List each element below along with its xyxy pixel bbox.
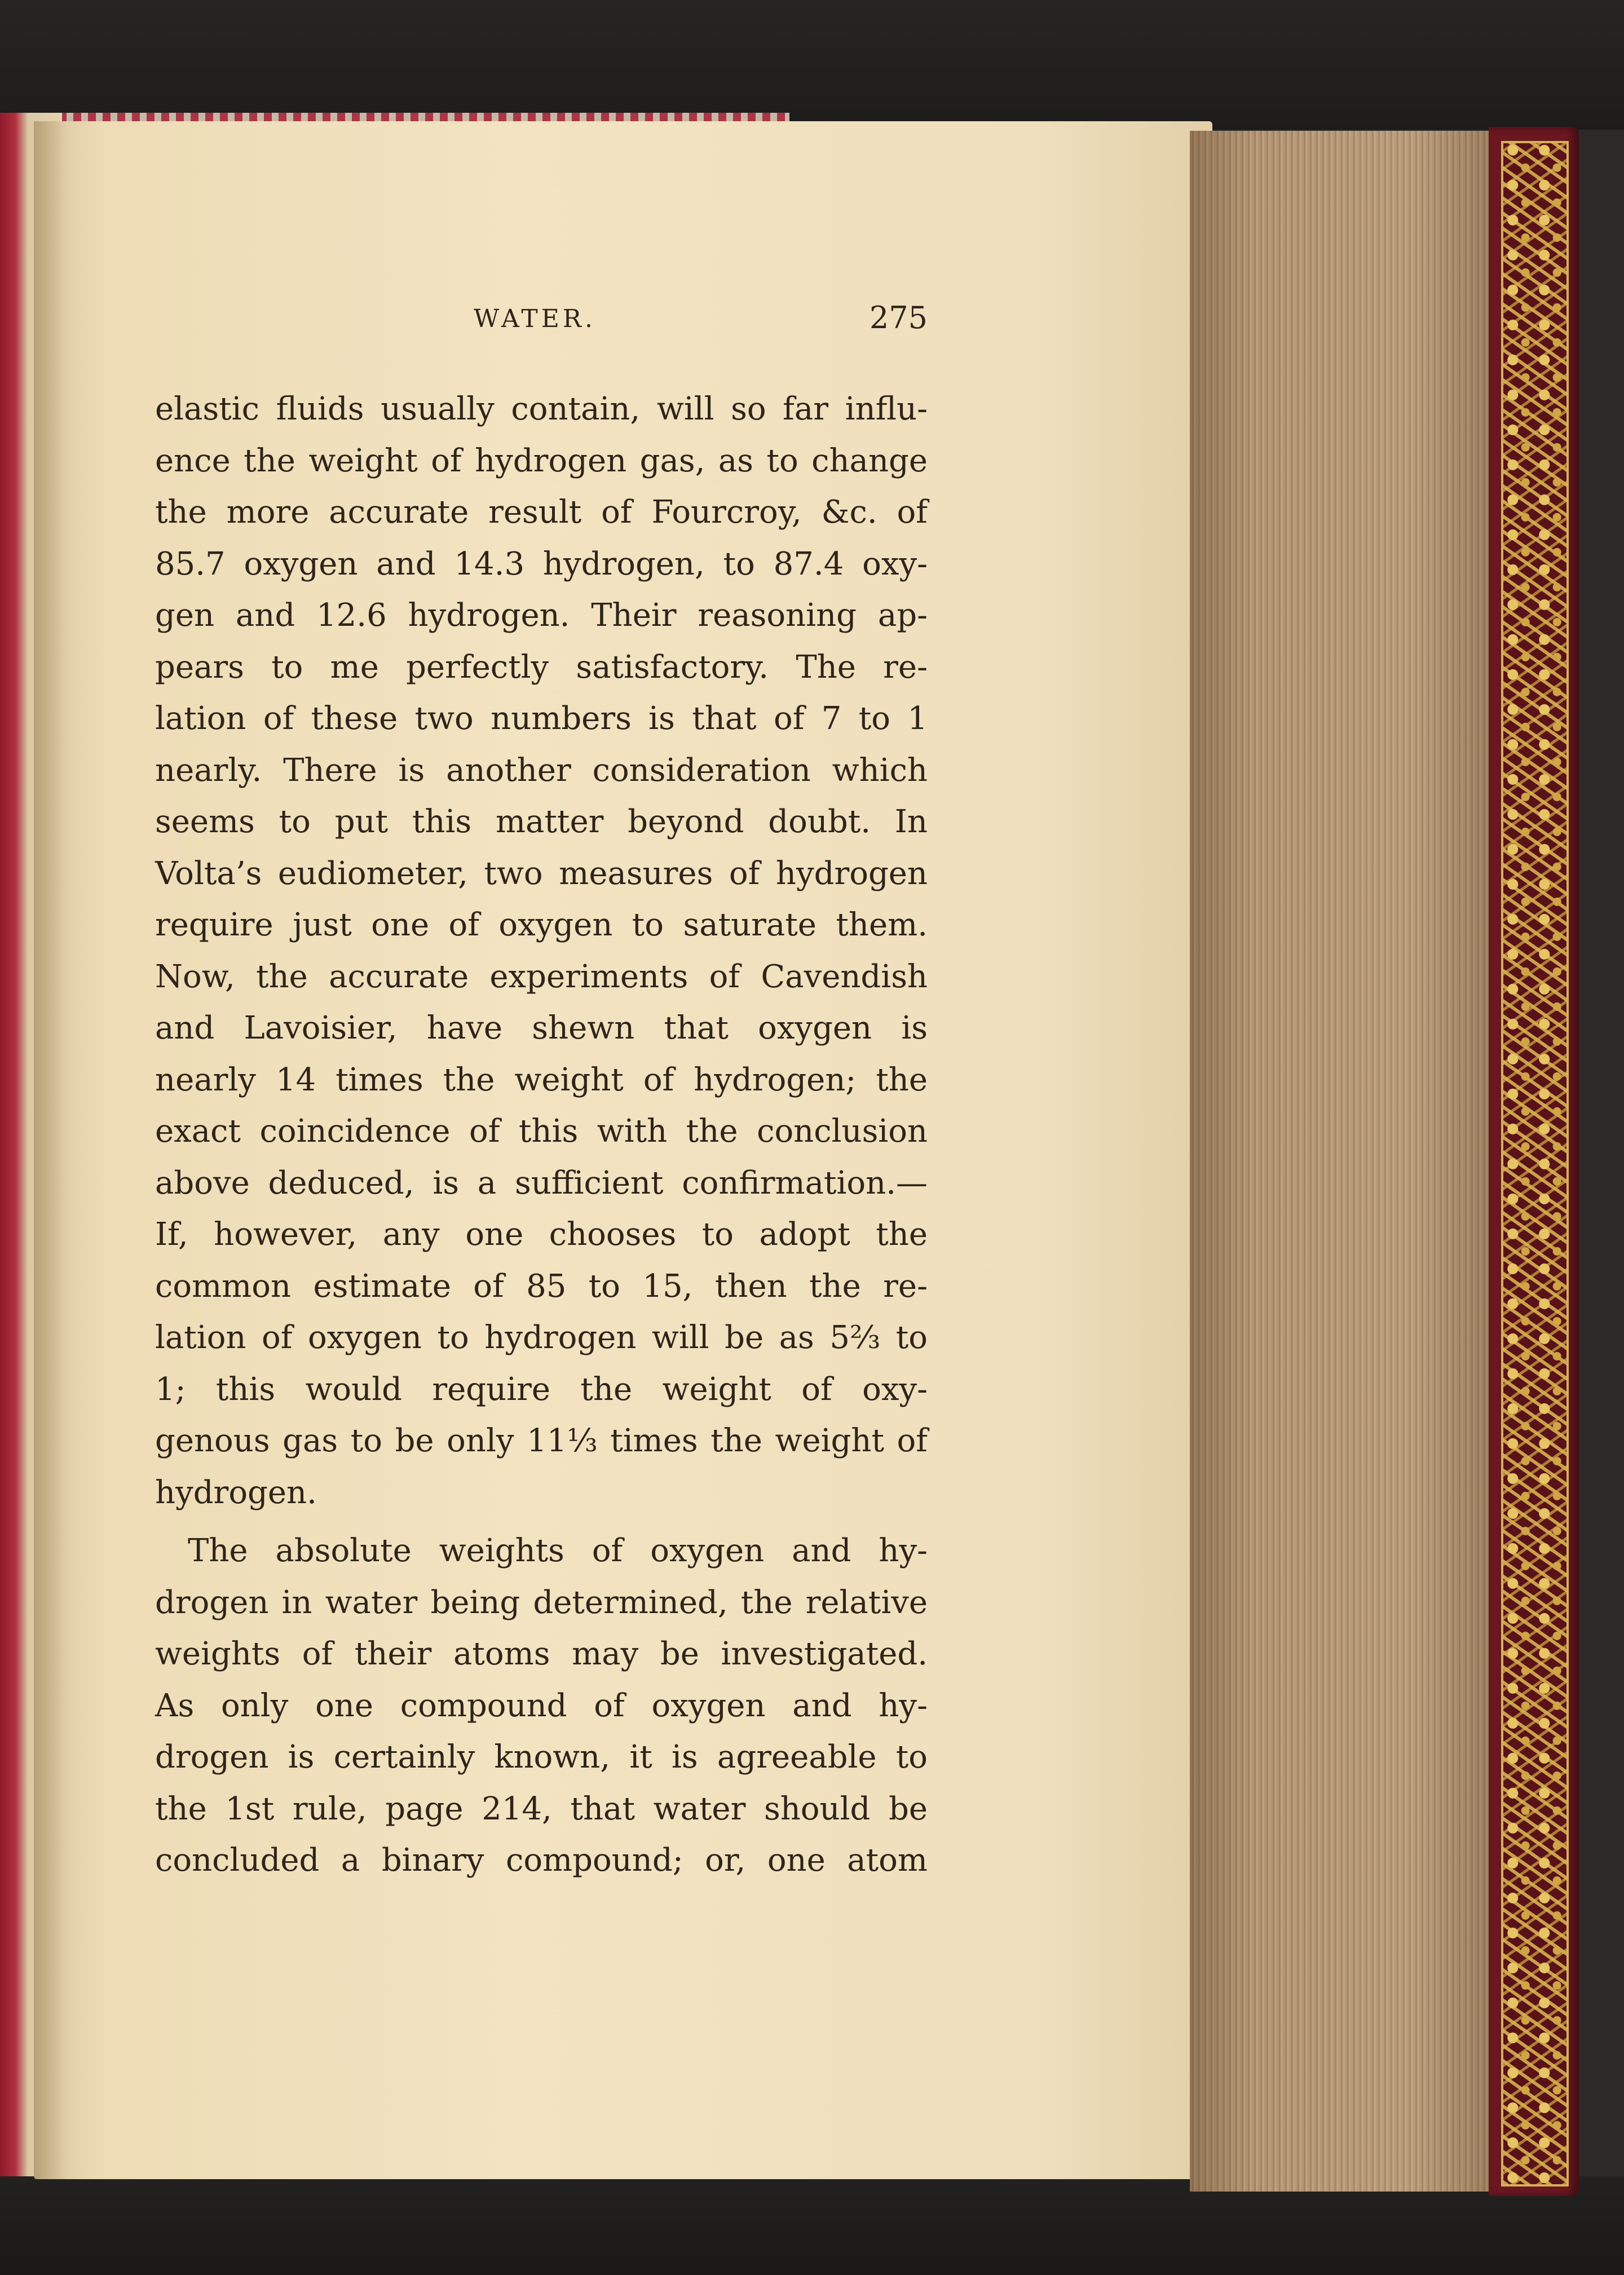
text-line: pears to me perfectly satisfactory. The re- [155,648,928,686]
page-body [155,383,928,1887]
text-line: As only one compound of oxygen and hy- [155,1687,928,1724]
text-line: The absolute weights of oxygen and hy- [188,1532,928,1569]
text-line: require just one of oxygen to saturate them. [155,907,928,943]
text-line: lation of oxygen to hydrogen will be as 5⅔ to [155,1319,928,1356]
text-line: Now, the accurate experiments of Cavendish [155,958,928,995]
text-line: ence the weight of hydrogen gas, as to change [155,442,928,479]
text-line: lation of these two numbers is that of 7 to 1 [155,700,928,737]
text-line: 1; this would require the weight of oxy- [155,1371,928,1408]
text-line: common estimate of 85 to 15, then the re- [155,1267,928,1305]
text-line: drogen is certainly known, it is agreeable to [155,1739,928,1775]
text-line: the more accurate result of Fourcroy, &c. of [155,494,928,531]
text-line: genous gas to be only 11⅓ times the weight of [155,1423,928,1459]
text-line: and Lavoisier, have shewn that oxygen is [155,1010,928,1046]
text-line: elastic fluids usually contain, will so far influ- [155,391,928,427]
paragraph [155,1525,928,1887]
gutter-shadow [34,121,68,2179]
page-edges [1190,131,1506,2192]
running-head [155,300,928,350]
text-line: concluded a binary compound; or, one atom [155,1842,928,1879]
text-line: If, however, any one chooses to adopt the [155,1216,928,1253]
text-line: 85.7 oxygen and 14.3 hydrogen, to 87.4 oxy- [155,545,928,582]
background-top [0,0,1624,130]
text-line: seems to put this matter beyond doubt. In [155,803,928,840]
text-line: nearly 14 times the weight of hydrogen; the [155,1061,928,1098]
page-number: 275 [869,300,928,335]
text-line: nearly. There is another consideration which [155,752,928,789]
text-line: drogen in water being determined, the relative [155,1584,928,1621]
text-line: gen and 12.6 hydrogen. Their reasoning ap- [155,597,928,634]
text-line: exact coincidence of this with the conclusion [155,1113,928,1150]
text-line: weights of their atoms may be investigated. [155,1636,928,1672]
text-line: the 1st rule, page 214, that water should be [155,1790,928,1827]
text-line: hydrogen. [155,1474,317,1511]
text-line: Volta’s eudiometer, two measures of hydrogen [155,855,928,892]
running-head-title: WATER. [474,304,596,333]
gilt-ornament [1501,141,1569,2186]
text-line: above deduced, is a sufficient confirmation.— [155,1164,928,1201]
paragraph [155,383,928,1518]
